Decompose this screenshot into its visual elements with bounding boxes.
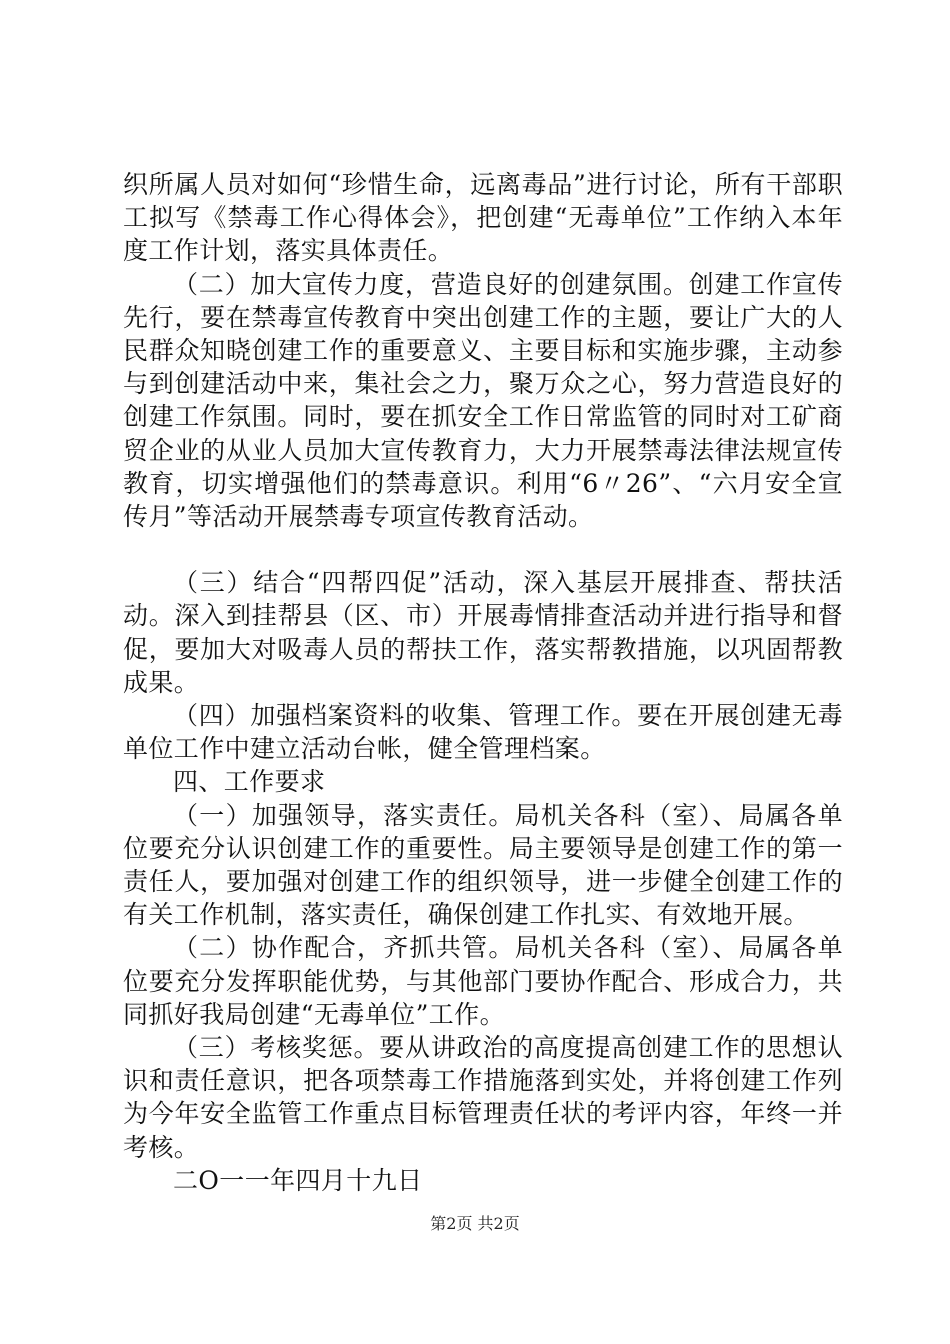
page-footer: 第2页 共2页 [430,1214,520,1233]
paragraph-four-help: （三）结合“四帮四促”活动，深入基层开展排查、帮扶活动。深入到挂帮县（区、市）开展毒情排查活动并进行指导和督促，要加大对吸毒人员的帮扶工作，落实帮教措施，以巩固帮教成果。 [123,568,843,697]
paragraph-archives: （四）加强档案资料的收集、管理工作。要在开展创建无毒单位工作中建立活动台帐，健全管理档案。 [123,701,843,764]
paragraph-leadership: （一）加强领导，落实责任。局机关各科（室）、局属各单位要充分认识创建工作的重要性。局主要领导是创建工作的第一责任人，要加强对创建工作的组织领导，进一步健全创建工作的有关工作机制，落实责任，确保创建工作扎实、有效地开展。 [123,800,843,930]
paragraph-cooperation: （二）协作配合，齐抓共管。局机关各科（室）、局属各单位要充分发挥职能优势，与其他部门要协作配合、形成合力，共同抓好我局创建“无毒单位”工作。 [123,933,843,1029]
section-heading-work-requirements: 四、工作要求 [173,767,326,797]
paragraph-publicity: （二）加大宣传力度，营造良好的创建氛围。创建工作宣传先行，要在禁毒宣传教育中突出创建工作的主题，要让广大的人民群众知晓创建工作的重要意义、主要目标和实施步骤，主动参与到创建活动中来，集社会之力，聚万众之心，努力营造良好的创建工作氛围。同时，要在抓安全工作日常监管的同时对工矿商贸企业的从业人员加大宣传教育力，大力开展禁毒法律法规宣传教育，切实增强他们的禁毒意识。利用“6〃26”、“六月安全宣传月”等活动开展禁毒专项宣传教育活动。 [123,269,843,532]
document-body [123,168,843,1197]
document-date: 二O一一年四月十九日 [173,1165,423,1195]
paragraph-assessment: （三）考核奖惩。要从讲政治的高度提高创建工作的思想认识和责任意识，把各项禁毒工作措施落到实处，并将创建工作列为今年安全监管工作重点目标管理责任状的考评内容，年终一并考核。 [123,1033,843,1162]
paragraph-continuation: 织所属人员对如何“珍惜生命，远离毒品”进行讨论，所有干部职工拟写《禁毒工作心得体会》，把创建“无毒单位”工作纳入本年度工作计划，落实具体责任。 [123,170,843,266]
